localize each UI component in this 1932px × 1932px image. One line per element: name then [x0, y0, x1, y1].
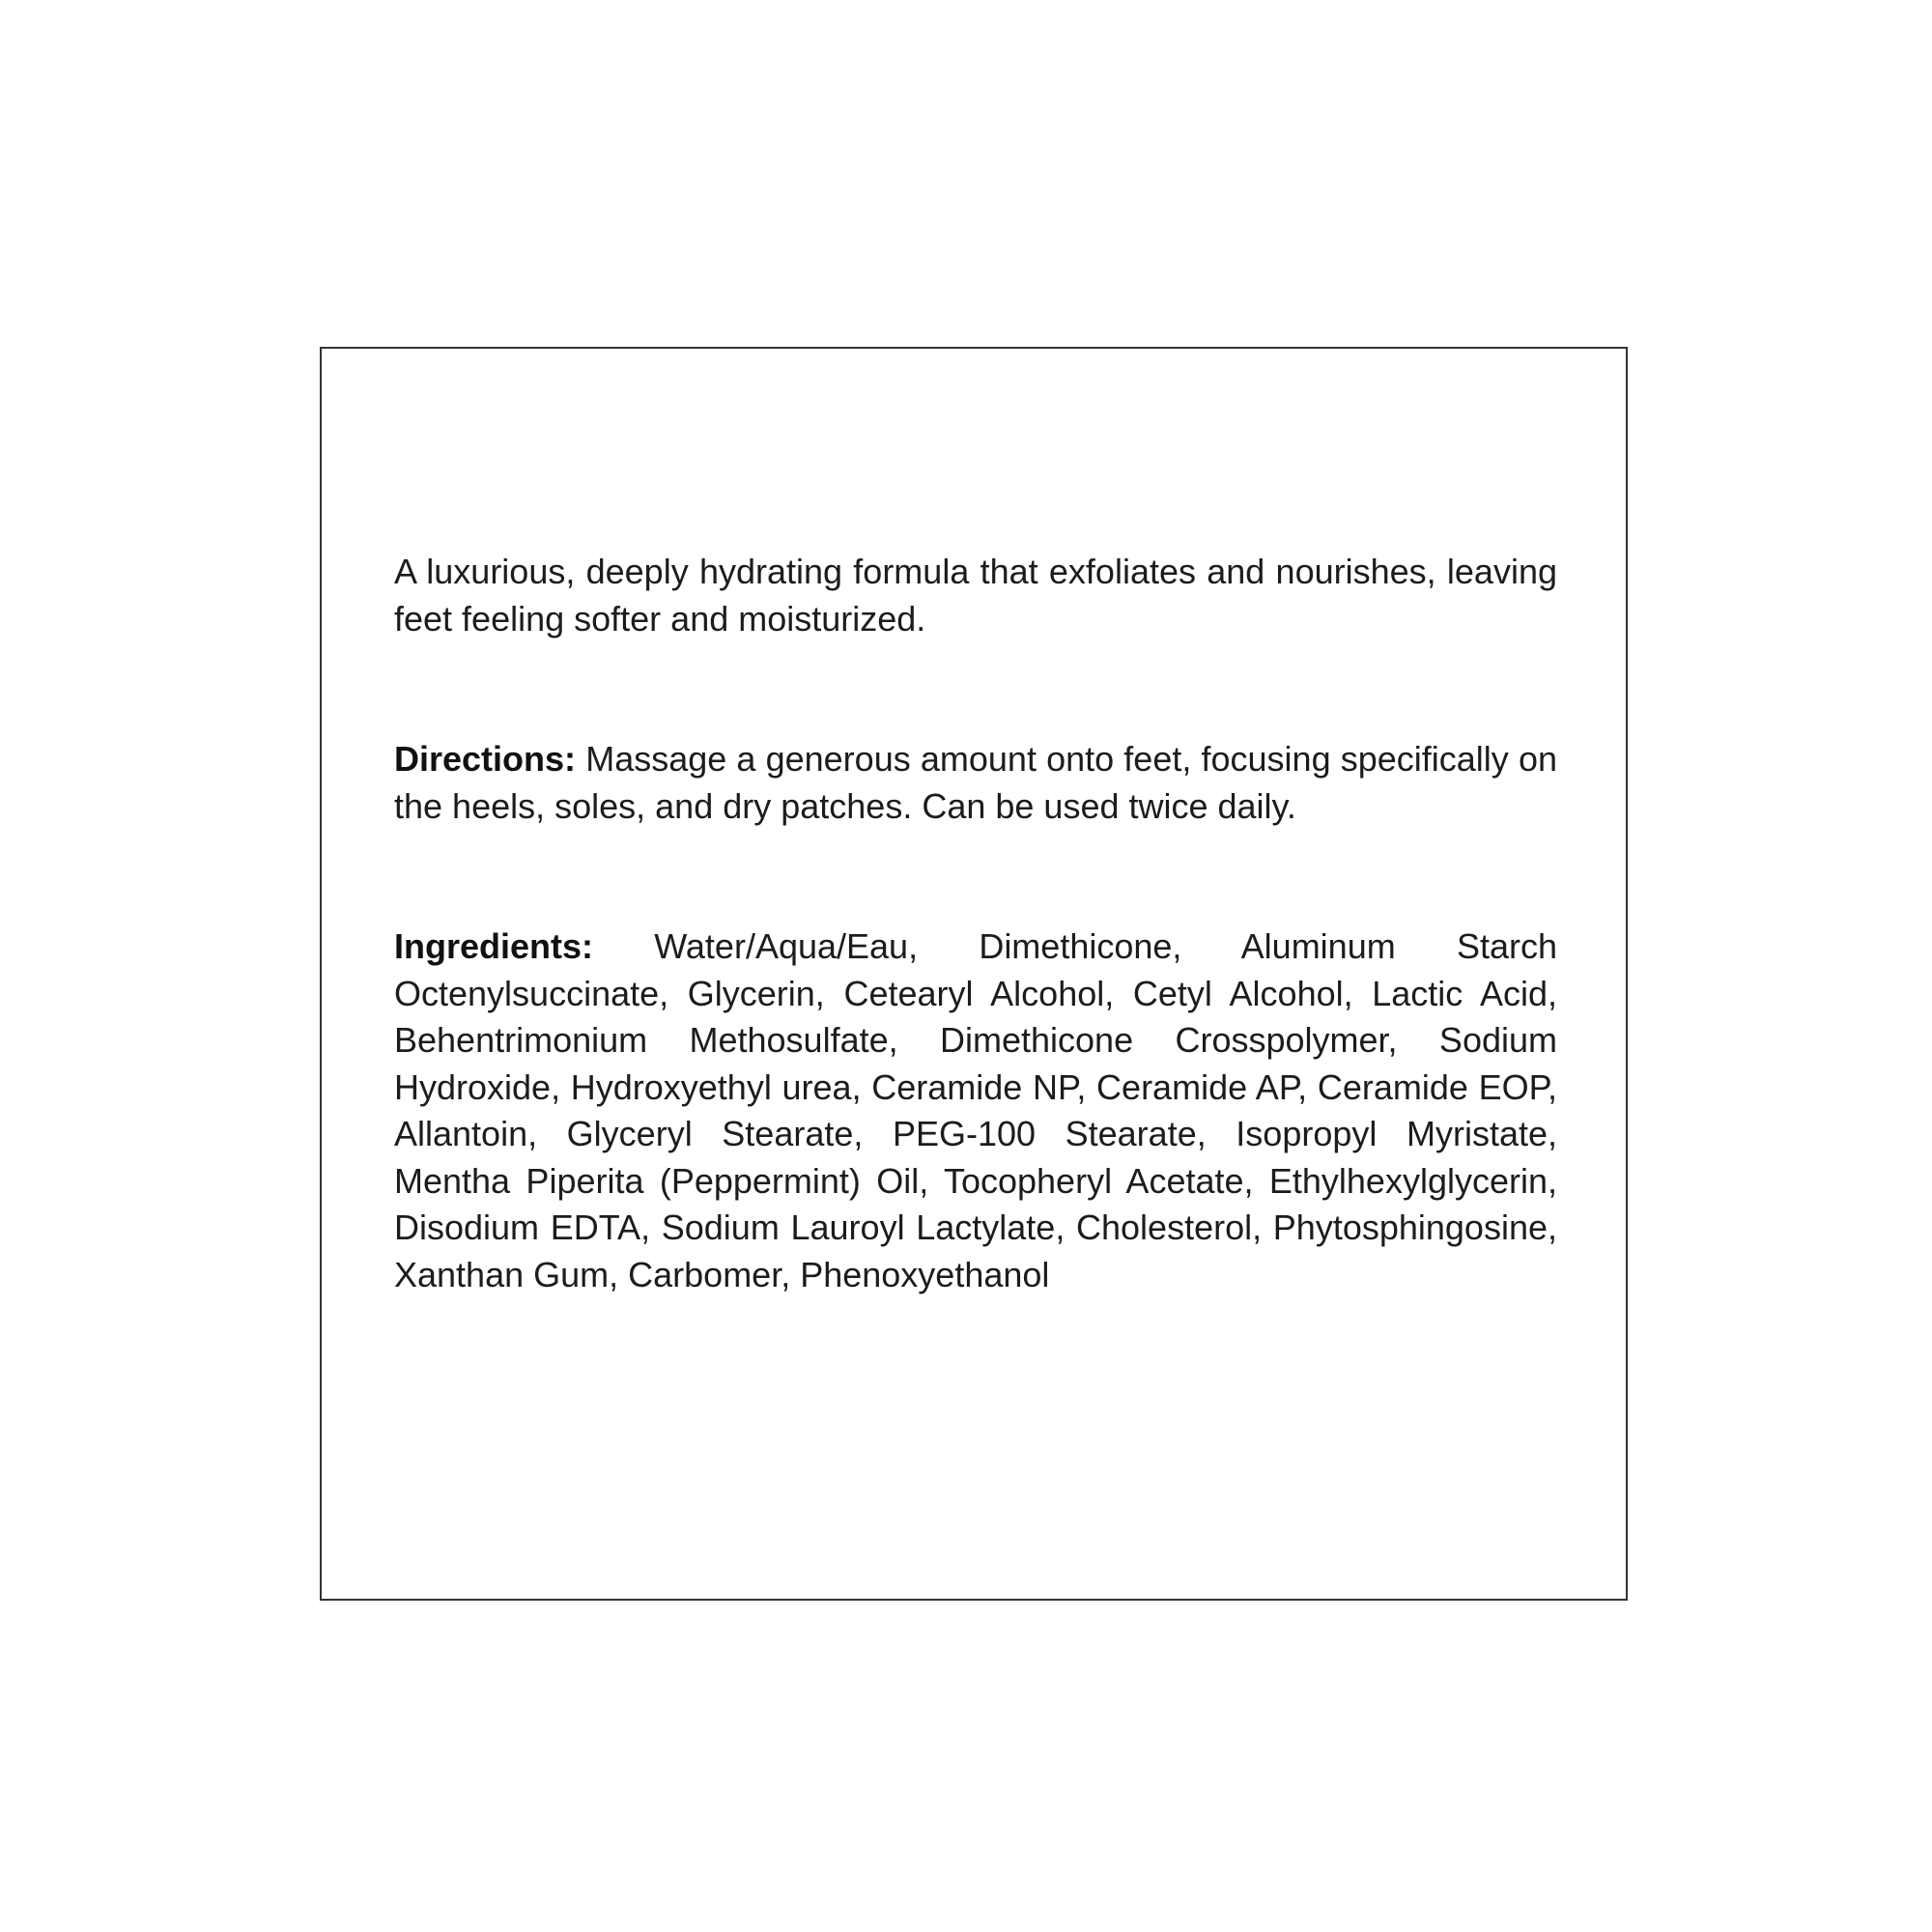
ingredients-section [394, 923, 1557, 1298]
ingredients-heading: Ingredients: [394, 926, 594, 966]
directions-text: Massage a generous amount onto feet, focusing specifically on the heels, soles, and dry patches. Can be used twice daily. [394, 739, 1557, 826]
directions-section [394, 736, 1557, 830]
ingredients-text: Water/Aqua/Eau, Dimethicone, Aluminum Starch Octenylsuccinate, Glycerin, Cetearyl Alcohol, Cetyl Alcohol, Lactic Acid, Behentrimonium Methosulfate, Dimethicone Crosspolymer, Sodium Hydroxide, Hydroxyethyl urea, Ceramide NP, Ceramide AP, Ceramide EOP, Allantoin, Glyceryl Stearate, PEG-100 Stearate, Isopropyl Myristate, Mentha Piperita (Peppermint) Oil, Tocopheryl Acetate, Ethylhexylglycerin, Disodium EDTA, Sodium Lauroyl Lactylate, Cholesterol, Phytosphingosine, Xanthan Gum, Carbomer, Phenoxyethanol [394, 926, 1557, 1294]
directions-heading: Directions: [394, 739, 577, 779]
product-description: A luxurious, deeply hydrating formula that exfoliates and nourishes, leaving feet feeling softer and moisturized. [394, 552, 1557, 639]
product-label-content [394, 549, 1557, 1298]
